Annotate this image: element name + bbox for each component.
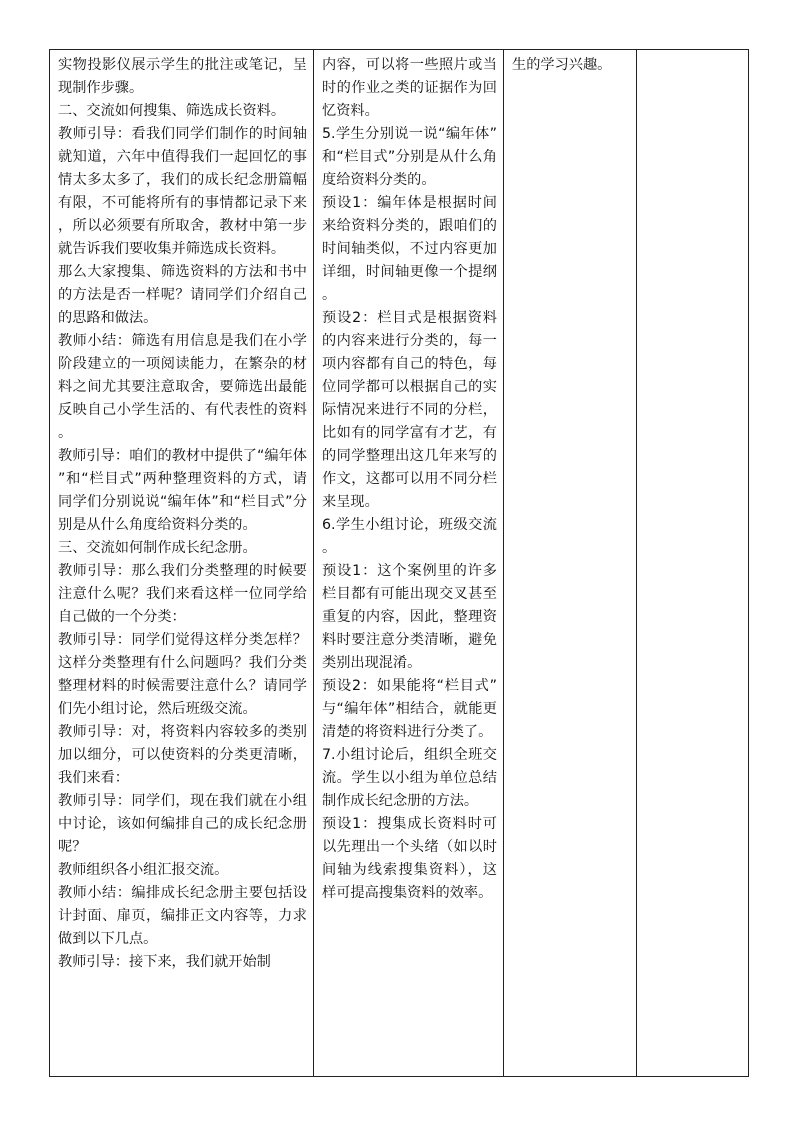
student-paragraph: 预设1：这个案例里的许多栏目都有可能出现交叉甚至重复的内容，因此，整理资料时要注意分类清晰，避免类别出现混淆。 xyxy=(322,563,497,671)
student-paragraph: 7.小组讨论后，组织全班交流。学生以小组为单位总结制作成长纪念册的方法。 xyxy=(322,747,497,809)
student-paragraph: 6.学生小组讨论，班级交流。 xyxy=(322,517,497,556)
teacher-paragraph: 教师引导：看我们同学们制作的时间轴就知道，六年中值得我们一起回忆的事情太多太多了，我们的成长纪念册篇幅有限，不可能将所有的事情都记录下来，所以必须要有所取舍，教材中第一步就告诉我们要收集并筛选成长资料。 xyxy=(58,126,307,257)
design-intent-cell xyxy=(504,50,637,1077)
table-row xyxy=(50,50,749,1077)
teacher-paragraph: 教师小结：筛选有用信息是我们在小学阶段建立的一项阅读能力，在繁杂的材料之间尤其要注意取舍，要筛选出最能反映自己小学生活的、有代表性的资料。 xyxy=(58,333,307,441)
teacher-paragraph: 教师引导：接下来，我们就开始制 xyxy=(58,954,271,970)
student-paragraph: 预设1：编年体是根据时间来给资料分类的，跟咱们的时间轴类似，不过内容更加详细，时间轴更像一个提纲。 xyxy=(322,195,497,303)
teacher-paragraph: 教师小结：编排成长纪念册主要包括设计封面、扉页，编排正文内容等，力求做到以下几点。 xyxy=(58,885,307,947)
section-heading: 三、交流如何制作成长纪念册。 xyxy=(58,540,257,556)
teacher-paragraph: 教师引导：咱们的教材中提供了“编年体”和“栏目式”两种整理资料的方式，请同学们分别说说“编年体”和“栏目式”分别是从什么角度给资料分类的。 xyxy=(58,448,307,533)
teacher-paragraph: 实物投影仪展示学生的批注或笔记，呈现制作步骤。 xyxy=(58,57,307,96)
intent-paragraph: 生的学习兴趣。 xyxy=(512,57,612,73)
notes-cell xyxy=(637,50,749,1077)
student-paragraph: 预设1：搜集成长资料时可以先理出一个头绪（如以时间轴为线索搜集资料），这样可提高搜集资料的效率。 xyxy=(322,816,497,901)
teacher-paragraph: 教师引导：同学们觉得这样分类怎样？这样分类整理有什么问题吗？我们分类整理材料的时候需要注意什么？请同学们先小组讨论，然后班级交流。 xyxy=(58,632,307,717)
student-paragraph: 预设2：如果能将“栏目式”与“编年体”相结合，就能更清楚的将资料进行分类了。 xyxy=(322,678,497,740)
lesson-plan-table xyxy=(49,49,749,1077)
teacher-paragraph: 教师引导：同学们，现在我们就在小组中讨论，该如何编排自己的成长纪念册呢？ xyxy=(58,793,307,855)
student-activity-cell xyxy=(314,50,504,1077)
student-paragraph: 5.学生分别说一说“编年体”和“栏目式”分别是从什么角度给资料分类的。 xyxy=(322,126,497,188)
student-paragraph: 预设2：栏目式是根据资料的内容来进行分类的，每一项内容都有自己的特色，每位同学都可以根据自己的实际情况来进行不同的分栏，比如有的同学富有才艺，有的同学整理出这几年来写的作文，这都可以用不同分栏来呈现。 xyxy=(322,310,497,510)
teacher-paragraph: 教师引导：那么我们分类整理的时候要注意什么呢？我们来看这样一位同学给自己做的一个分类： xyxy=(58,563,307,625)
section-heading: 二、交流如何搜集、筛选成长资料。 xyxy=(58,103,286,119)
student-paragraph: 内容，可以将一些照片或当时的作业之类的证据作为回忆资料。 xyxy=(322,57,497,119)
teacher-paragraph: 教师组织各小组汇报交流。 xyxy=(58,862,229,878)
teacher-paragraph: 那么大家搜集、筛选资料的方法和书中的方法是否一样呢？请同学们介绍自己的思路和做法。 xyxy=(58,264,307,326)
teacher-paragraph: 教师引导：对，将资料内容较多的类别加以细分，可以使资料的分类更清晰，我们来看： xyxy=(58,724,307,786)
teacher-activity-cell xyxy=(50,50,314,1077)
